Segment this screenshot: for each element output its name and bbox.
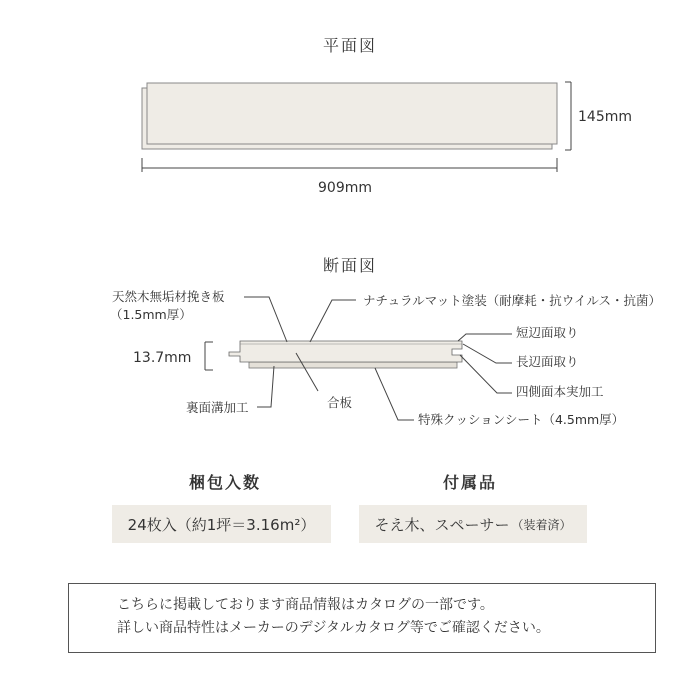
- back-groove-leader: [257, 366, 274, 407]
- length-dimension: [142, 158, 557, 172]
- accessories-note: （装着済）: [511, 517, 572, 532]
- veneer-label: 天然木無垢材挽き板: [112, 289, 225, 304]
- finish-label: ナチュラルマット塗装（耐摩耗・抗ウイルス・抗菌）: [363, 293, 662, 308]
- veneer-thickness-label: （1.5mm厚）: [110, 307, 192, 322]
- width-label: 145mm: [578, 109, 632, 125]
- packing-title: 梱包入数: [188, 473, 261, 492]
- section-board: [229, 341, 462, 368]
- thickness-label: 13.7mm: [133, 350, 192, 366]
- finish-leader: [310, 300, 356, 342]
- accessories-value-box: [359, 505, 587, 543]
- cushion-leader: [375, 368, 414, 420]
- accessories-title: 付属品: [442, 473, 497, 492]
- plan-view-title: 平面図: [322, 36, 378, 55]
- cushion-label: 特殊クッションシート（4.5mm厚）: [418, 412, 625, 427]
- catalog-notice: [68, 583, 656, 653]
- length-label: 909mm: [318, 180, 372, 196]
- packing-value-box: [112, 505, 331, 543]
- plywood-label: 合板: [327, 395, 353, 410]
- back-groove-label: 裏面溝加工: [186, 400, 249, 415]
- tongue-groove-leader: [460, 355, 512, 393]
- short-edge-leader: [458, 334, 512, 341]
- width-dimension: [565, 82, 571, 150]
- accessories-value: そえ木、スペーサー: [374, 515, 510, 534]
- short-edge-label: 短辺面取り: [516, 325, 579, 340]
- plan-board: [142, 83, 557, 149]
- notice-line-1: こちらに掲載しております商品情報はカタログの一部です。: [117, 597, 494, 613]
- packing-value: 24枚入（約1坪＝3.16m²）: [127, 515, 316, 534]
- veneer-leader: [244, 297, 287, 342]
- tongue-groove-label: 四側面本実加工: [516, 384, 604, 399]
- section-view-title: 断面図: [322, 256, 378, 275]
- thickness-dimension: [205, 342, 213, 370]
- long-edge-label: 長辺面取り: [516, 354, 579, 369]
- long-edge-leader: [463, 344, 512, 363]
- plan-board-front: [147, 83, 557, 144]
- cushion-sheet-shape: [249, 362, 457, 368]
- notice-line-2: 詳しい商品特性はメーカーのデジタルカタログ等でご確認ください。: [117, 620, 550, 636]
